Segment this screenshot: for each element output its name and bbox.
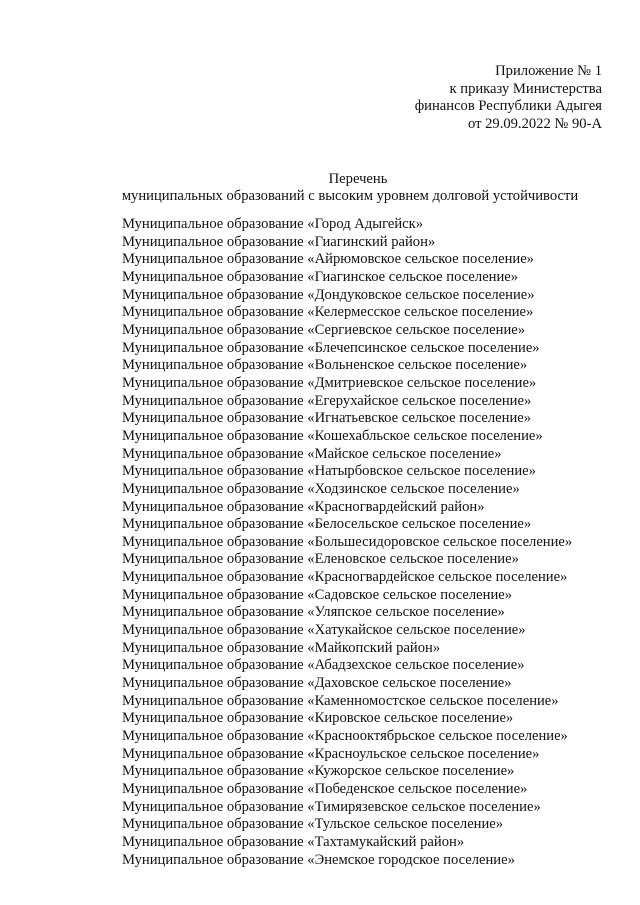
list-item: Муниципальное образование «Садовское сельское поселение» — [122, 586, 513, 603]
list-item: Муниципальное образование «Хатукайское сельское поселение» — [122, 622, 526, 639]
list-item: Муниципальное образование «Гиагинское сельское поселение» — [122, 268, 519, 285]
document-title: Перечень — [328, 171, 388, 187]
appendix-date-line: от 29.09.2022 № 90-А — [467, 115, 602, 132]
list-item: Муниципальное образование «Большесидоровское сельское поселение» — [122, 533, 573, 550]
list-item: Муниципальное образование «Каменномостское сельское поселение» — [122, 692, 559, 709]
list-item: Муниципальное образование «Красноульское сельское поселение» — [122, 745, 540, 762]
appendix-line: к приказу Министерства — [449, 80, 602, 97]
list-item: Муниципальное образование «Натырбовское сельское поселение» — [122, 463, 536, 480]
list-item: Муниципальное образование «Блечепсинское сельское поселение» — [122, 339, 540, 356]
list-item: Муниципальное образование «Тульское сельское поселение» — [122, 816, 504, 833]
list-item: Муниципальное образование «Кошехабльское сельское поселение» — [122, 427, 543, 444]
list-item: Муниципальное образование «Майкопский район» — [122, 639, 441, 656]
list-item: Муниципальное образование «Майское сельское поселение» — [122, 445, 502, 462]
appendix-line: Приложение № 1 — [495, 63, 602, 79]
list-item: Муниципальное образование «Дондуковское сельское поселение» — [122, 286, 535, 303]
list-item: Муниципальное образование «Белосельское сельское поселение» — [122, 516, 532, 533]
list-item: Муниципальное образование «Краснооктябрьское сельское поселение» — [122, 728, 568, 745]
list-item: Муниципальное образование «Кировское сельское поселение» — [122, 710, 514, 727]
list-item: Муниципальное образование «Тимирязевское сельское поселение» — [122, 798, 541, 815]
list-item: Муниципальное образование «Абадзехское сельское поселение» — [122, 657, 525, 674]
list-item: Муниципальное образование «Дмитриевское сельское поселение» — [122, 374, 537, 391]
list-item: Муниципальное образование «Город Адыгейск» — [122, 216, 424, 232]
list-item: Муниципальное образование «Вольненское сельское поселение» — [122, 357, 528, 374]
list-item: Муниципальное образование «Энемское городское поселение» — [122, 851, 515, 868]
list-item: Муниципальное образование «Гиагинский район» — [122, 233, 436, 250]
list-item: Муниципальное образование «Красногвардейский район» — [122, 498, 485, 515]
list-item: Муниципальное образование «Еленовское сельское поселение» — [122, 551, 519, 568]
list-item: Муниципальное образование «Ходзинское сельское поселение» — [122, 480, 520, 497]
list-item: Муниципальное образование «Тахтамукайский район» — [122, 833, 465, 850]
appendix-line: финансов Республики Адыгея — [414, 98, 602, 115]
municipality-list — [122, 216, 572, 869]
list-item: Муниципальное образование «Егерухайское сельское поселение» — [122, 392, 532, 409]
appendix-header — [415, 63, 602, 133]
list-item: Муниципальное образование «Красногвардейское сельское поселение» — [122, 569, 568, 586]
list-item: Муниципальное образование «Победенское сельское поселение» — [122, 781, 528, 797]
list-item: Муниципальное образование «Келермесское сельское поселение» — [122, 304, 534, 321]
list-item: Муниципальное образование «Айрюмовское сельское поселение» — [122, 251, 534, 268]
list-item: Муниципальное образование «Даховское сельское поселение» — [122, 675, 512, 692]
list-item: Муниципальное образование «Уляпское сельское поселение» — [122, 604, 505, 621]
document-subtitle: муниципальных образований с высоким уровнем долговой устойчивости — [121, 188, 579, 204]
list-item: Муниципальное образование «Кужорское сельское поселение» — [122, 763, 515, 780]
list-item: Муниципальное образование «Сергиевское сельское поселение» — [122, 321, 526, 338]
list-item: Муниципальное образование «Игнатьевское сельское поселение» — [122, 410, 532, 427]
